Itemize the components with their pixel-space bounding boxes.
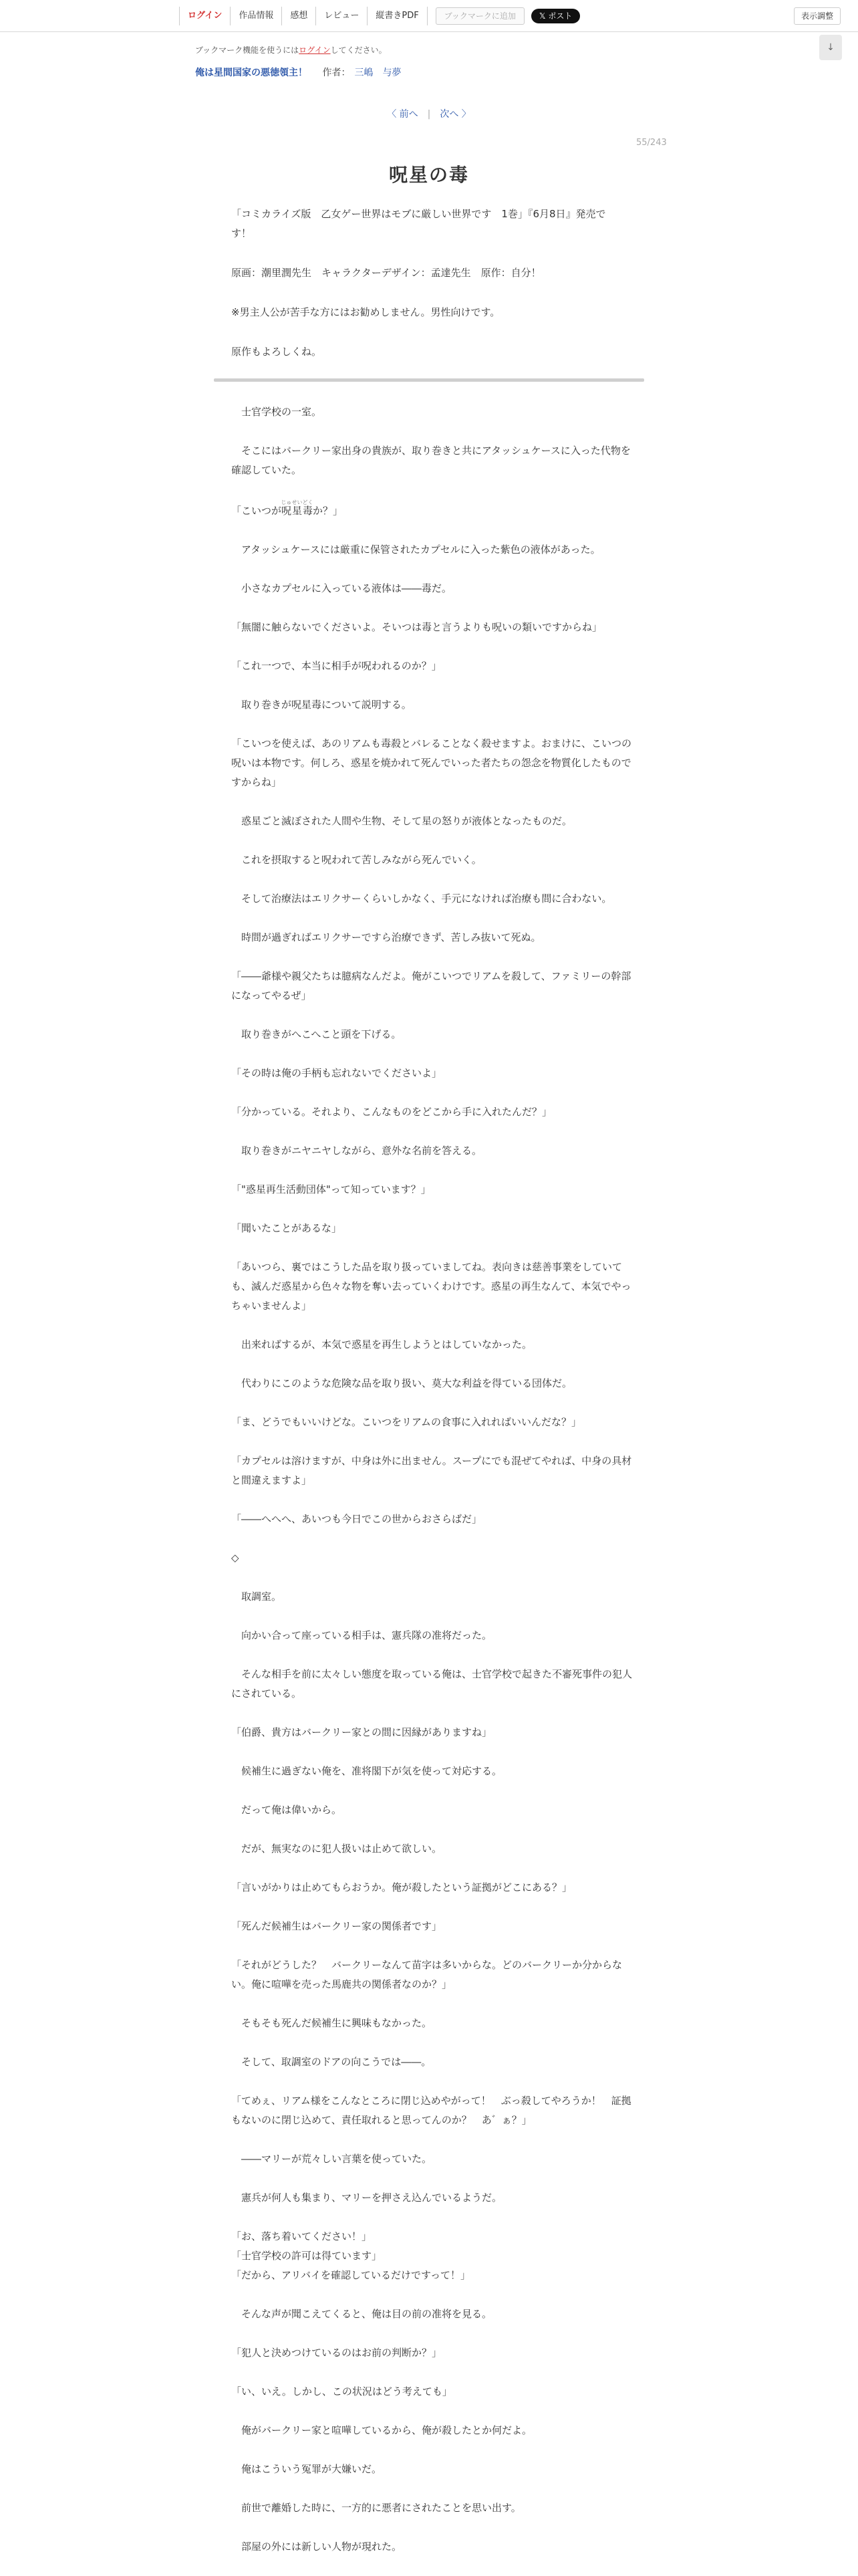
ruby-base: 呪星毒 (281, 505, 313, 517)
body-paragraph: アタッシュケースには厳重に保管されたカプセルに入った紫色の液体があった。 (231, 544, 601, 556)
body-paragraph: 代わりにこのような危険な品を取り扱い、莫大な利益を得ている団体だ。 (231, 1377, 573, 1389)
body-paragraph: 「死んだ候補生はバークリー家の関係者です」 (231, 1920, 442, 1932)
notice-prefix: ブックマーク機能を使うには (195, 45, 299, 55)
body-paragraph: 「あいつら、裏ではこうした品を取り扱っていましてね。表向きは慈善事業をしていても、滅んだ惑星から色々な物を奪い去っていくわけです。惑星の再生なんて、本気でやっちゃいませんよ」 (231, 1261, 631, 1312)
display-settings-button[interactable]: 表示調整 (794, 7, 841, 25)
body-paragraph: 「だから、アリバイを確認しているだけですって！」 (231, 2269, 471, 2281)
body-paragraph: 俺はこういう冤罪が大嫌いだ。 (231, 2463, 382, 2475)
chapter-pager (0, 107, 858, 120)
body-paragraph: 「言いがかりは止めてもらおうか。俺が殺したという証拠がどこにある？」 (231, 1881, 573, 1893)
notice-suffix: してください。 (330, 45, 387, 55)
foreword-paragraph: 「コミカライズ版 乙女ゲー世界はモブに厳しい世界です 1巻」『6月8日』発売です！ (231, 208, 606, 239)
body-paragraph: 「てめぇ、リアム様をこんなところに閉じ込めやがって！ ぶっ殺してやろうか！ 証拠もないのに閉じ込めて、責任取れると思ってんのか？ あ゛ぁ？」 (231, 2095, 631, 2126)
header-nav (179, 7, 580, 25)
ruby-word (281, 499, 313, 517)
body-paragraph: 取り巻きがニヤニヤしながら、意外な名前を答える。 (231, 1145, 482, 1157)
body-paragraph: 「無闇に触らないでくださいよ。そいつは毒と言うよりも呪いの類いですからね」 (231, 621, 603, 633)
add-bookmark-button[interactable]: ブックマークに追加 (436, 7, 525, 25)
body-paragraph: 士官学校の一室。 (231, 406, 322, 418)
ruby-after: か？」 (313, 505, 343, 517)
body-paragraph: これを摂取すると呪われて苦しみながら死んでいく。 (231, 854, 482, 866)
page-count: 55/243 (636, 138, 667, 148)
body-paragraph: 「い、いえ。しかし、この状況はどう考えても」 (231, 2385, 452, 2397)
author-label: 作者： (322, 68, 351, 78)
bookmark-login-notice (195, 44, 387, 55)
series-info (195, 66, 401, 79)
review-link[interactable]: レビュー (315, 7, 367, 25)
prev-chapter-link[interactable]: 〈 前へ (387, 109, 418, 120)
next-chapter-link[interactable]: 次へ 〉 (440, 109, 471, 120)
body-paragraph: そして、取調室のドアの向こうでは――。 (231, 2056, 432, 2068)
body-paragraph: 「――爺様や親父たちは臆病なんだよ。俺がこいつでリアムを殺して、ファミリーの幹部になってやるぜ」 (231, 970, 631, 1002)
body-paragraph: 部屋の外には新しい人物が現れた。 (231, 2541, 402, 2553)
work-info-link[interactable]: 作品情報 (230, 7, 281, 25)
body-paragraph: 「"惑星再生活動団体"って知っています？」 (231, 1183, 431, 1195)
body-paragraph: 取り巻きが呪星毒について説明する。 (231, 699, 412, 711)
notice-login-link[interactable]: ログイン (299, 45, 331, 55)
body-paragraph: 「聞いたことがあるな」 (231, 1222, 342, 1234)
ruby-reading: じゅせいどく (281, 499, 313, 505)
body-paragraph: 「分かっている。それより、こんなものをどこから手に入れたんだ？」 (231, 1106, 553, 1118)
body-paragraph: 出来ればするが、本気で惑星を再生しようとはしていなかった。 (231, 1338, 533, 1351)
body-paragraph: 「こいつを使えば、あのリアムも毒殺とバレることなく殺せますよ。おまけに、こいつの呪いは本物です。何しろ、惑星を焼かれて死んでいった者たちの怨念を物質化したものですからね」 (231, 737, 631, 788)
body-paragraph: 惑星ごと滅ぼされた人間や生物、そして星の怒りが液体となったものだ。 (231, 815, 573, 827)
foreword-divider (214, 378, 644, 382)
body-paragraph: 「カプセルは溶けますが、中身は外に出ません。スープにでも混ぜてやれば、中身の具材と間違えますよ」 (231, 1455, 632, 1486)
body-paragraph: そんな声が聞こえてくると、俺は目の前の准将を見る。 (231, 2308, 492, 2320)
arrow-down-icon: ↓ (827, 42, 835, 53)
ruby-before: 「こいつが (231, 505, 282, 517)
scroll-down-button[interactable] (819, 35, 842, 60)
body-paragraph: そもそも死んだ候補生に興味もなかった。 (231, 2017, 432, 2029)
body-paragraph: そんな相手を前に太々しい態度を取っている俺は、士官学校で起きた不審死事件の犯人にされている。 (231, 1668, 633, 1700)
body-paragraph: だって俺は偉いから。 (231, 1804, 342, 1816)
chapter-title: 呪星の毒 (388, 164, 469, 186)
series-title-link[interactable]: 俺は星間国家の悪徳領主！ (195, 68, 307, 78)
body-paragraph: そこにはバークリー家出身の貴族が、取り巻きと共にアタッシュケースに入った代物を確認していた。 (231, 445, 631, 476)
body-paragraph: 前世で離婚した時に、一方的に悪者にされたことを思い出す。 (231, 2502, 521, 2514)
body-paragraph: 取り巻きがへこへこと頭を下げる。 (231, 1028, 402, 1040)
body-paragraph: 「それがどうした？ バークリーなんて苗字は多いからな。どのバークリーか分からない。俺に喧嘩を売った馬鹿共の関係者なのか？」 (231, 1959, 623, 1990)
scene-break-mark: ◇ (231, 1552, 239, 1564)
body-paragraph: 「伯爵、貴方はバークリー家との間に因縁がありますね」 (231, 1726, 492, 1738)
body-paragraph: 「――へへへ、あいつも今日でこの世からおさらばだ」 (231, 1513, 482, 1525)
impressions-link[interactable]: 感想 (281, 7, 315, 25)
body-paragraph: 「犯人と決めつけているのはお前の判断か？」 (231, 2347, 442, 2359)
body-paragraph: だが、無実なのに犯人扱いは止めて欲しい。 (231, 1843, 442, 1855)
body-paragraph: 「その時は俺の手柄も忘れないでくださいよ」 (231, 1067, 442, 1079)
body-paragraph: 向かい合って座っている相手は、憲兵隊の准将だった。 (231, 1629, 492, 1641)
body-paragraph: 候補生に過ぎない俺を、准将閣下が気を使って対応する。 (231, 1765, 503, 1777)
foreword-paragraph: 原作もよろしくね。 (231, 346, 322, 358)
body-paragraph-ruby (231, 499, 633, 521)
body-paragraph: 俺がバークリー家と喧嘩しているから、俺が殺したとか何だよ。 (231, 2424, 533, 2436)
body-paragraph: 取調室。 (231, 1591, 282, 1603)
foreword-paragraph: ※男主人公が苦手な方にはお勧めしません。男性向けです。 (231, 306, 500, 318)
chapter-body (231, 402, 633, 2576)
vertical-pdf-link[interactable]: 縦書きPDF (367, 7, 427, 25)
login-link[interactable]: ログイン (179, 7, 230, 25)
body-paragraph: 憲兵が何人も集まり、マリーを押さえ込んでいるようだ。 (231, 2192, 503, 2204)
body-paragraph: 「これ一つで、本当に相手が呪われるのか？」 (231, 660, 442, 672)
body-paragraph: そして治療法はエリクサーくらいしかなく、手元になければ治療も間に合わない。 (231, 893, 612, 905)
body-paragraph: 小さなカプセルに入っている液体は――毒だ。 (231, 582, 452, 594)
body-paragraph: ――マリーが荒々しい言葉を使っていた。 (231, 2153, 432, 2165)
body-paragraph: 時間が過ぎればエリクサーですら治療できず、苦しみ抜いて死ぬ。 (231, 931, 541, 943)
body-paragraph: 「士官学校の許可は得ています」 (231, 2250, 382, 2262)
pager-separator: | (427, 109, 431, 120)
foreword-paragraph: 原画：潮里潤先生 キャラクターデザイン：孟達先生 原作：自分！ (231, 267, 541, 279)
site-header (0, 0, 858, 32)
body-paragraph: 「お、落ち着いてください！」 (231, 2230, 372, 2242)
x-share-button[interactable]: 𝕏 ポスト (531, 9, 580, 23)
foreword (231, 205, 625, 382)
author-link[interactable]: 三嶋 与夢 (354, 68, 402, 78)
body-paragraph: 「ま、どうでもいいけどな。こいつをリアムの食事に入れればいいんだな？」 (231, 1416, 581, 1428)
